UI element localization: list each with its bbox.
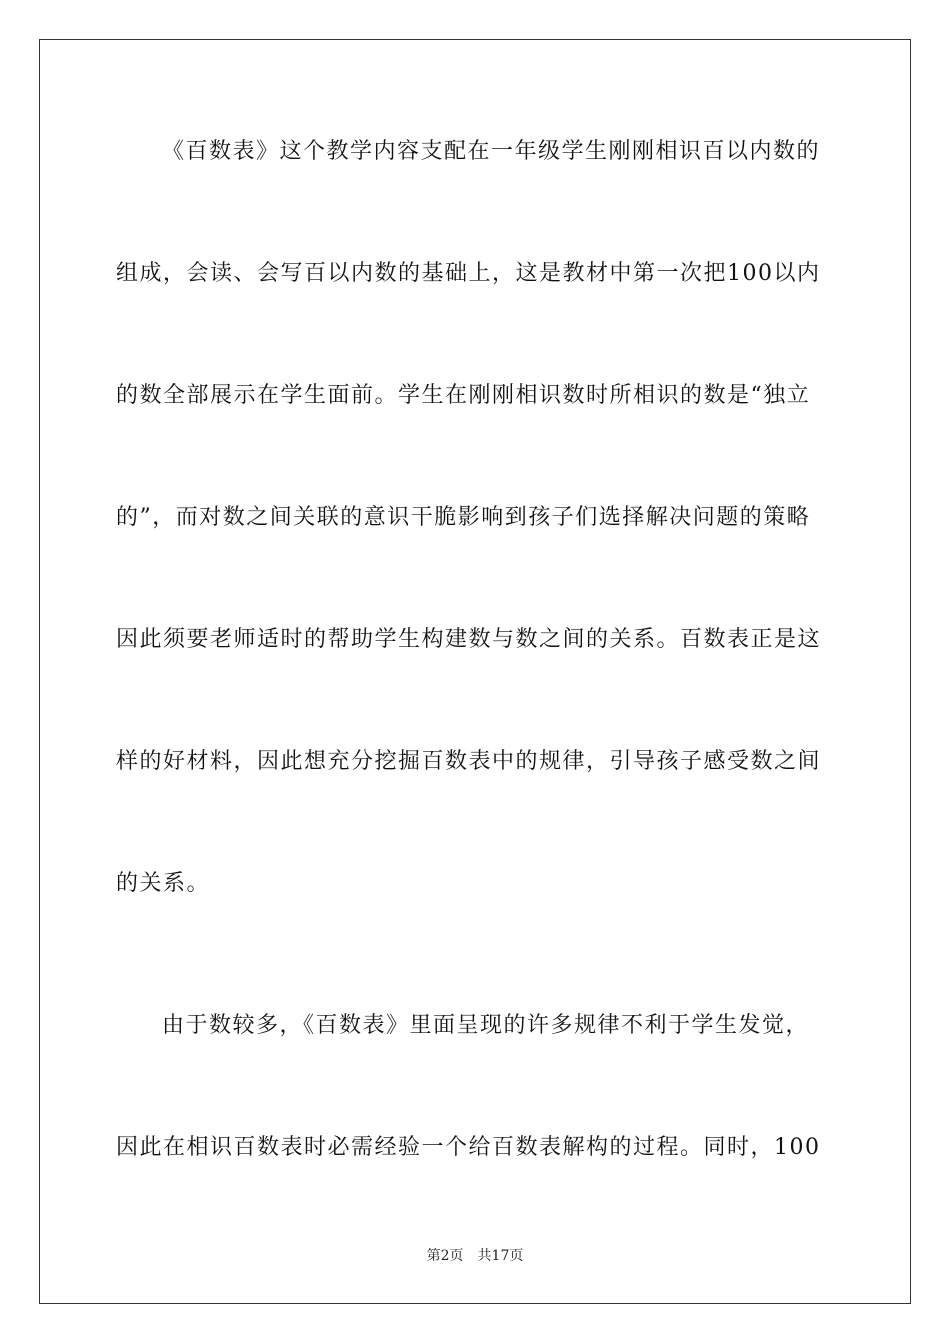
page-border <box>39 39 911 1304</box>
paragraph-1-line-7: 的关系。 <box>116 871 211 896</box>
paragraph-1-line-2: 组成，会读、会写百以内数的基础上，这是教材中第一次把100以内 <box>116 261 821 286</box>
paragraph-2-line-1: 由于数较多，《百数表》里面呈现的许多规律不利于学生发觉， <box>162 1013 810 1038</box>
paragraph-2-line-2: 因此在相识百数表时必需经验一个给百数表解构的过程。同时，100 <box>116 1135 821 1160</box>
paragraph-1-line-3: 的数全部展示在学生面前。学生在刚刚相识数时所相识的数是“独立 <box>116 383 811 408</box>
paragraph-1-line-4: 的”，而对数之间关联的意识干脆影响到孩子们选择解决问题的策略 <box>116 505 811 530</box>
page-total: 共17页 <box>477 1248 524 1264</box>
paragraph-1-line-1: 《百数表》这个教学内容支配在一年级学生刚刚相识百以内数的 <box>162 139 821 164</box>
paragraph-1-line-6: 样的好材料，因此想充分挖掘百数表中的规律，引导孩子感受数之间 <box>116 749 822 774</box>
page-number: 第2页 <box>426 1248 464 1264</box>
paragraph-1-line-5: 因此须要老师适时的帮助学生构建数与数之间的关系。百数表正是这 <box>116 627 822 652</box>
page-footer <box>0 1247 950 1265</box>
